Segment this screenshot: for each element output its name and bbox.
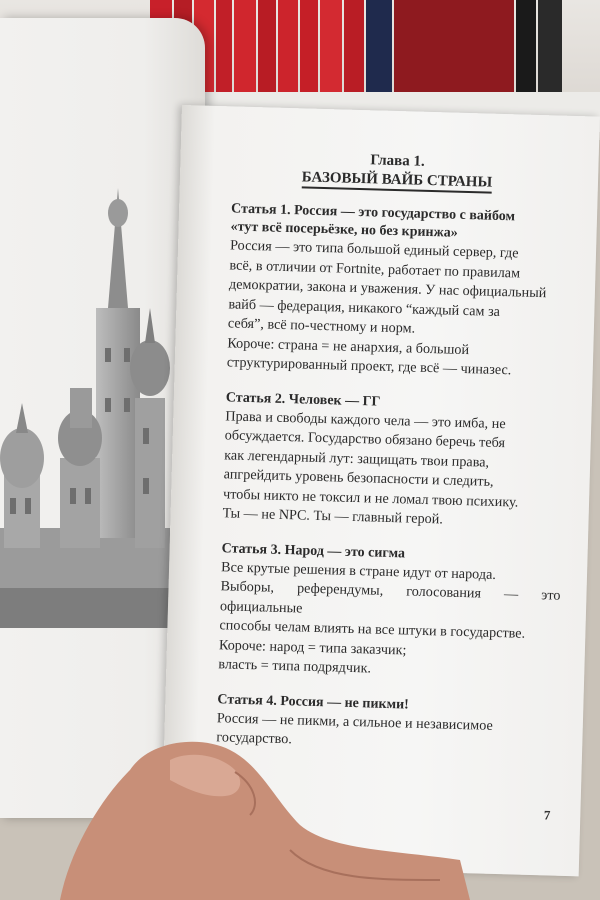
body-line: демократии, закона и уважения. У нас официальный: [228, 276, 547, 302]
book-spines: [150, 0, 600, 95]
body-line: способы челам влиять на все штуки в государстве.: [219, 617, 526, 642]
chapter-number: Глава 1.: [370, 152, 425, 170]
book-spine: [516, 0, 536, 95]
body-line: как легендарный лут: защищать твои права,: [224, 446, 490, 471]
book-spine: [300, 0, 318, 95]
body-line: вайб — федерация, никакого “каждый сам за: [228, 295, 501, 320]
book-spine: [366, 0, 392, 95]
body-line: апгрейдить уровень безопасности и следить,: [223, 466, 494, 490]
article-3: [218, 540, 562, 684]
body-line: Права и свободы каждого чела — это имба, не: [225, 407, 506, 432]
body-line: Короче: народ = типа заказчик;: [218, 636, 407, 658]
page-content: [216, 148, 573, 757]
body-line: Россия — не пикми, а сильное и независимое: [216, 709, 494, 734]
book-spine: [344, 0, 364, 95]
body-line: Все крутые решения в стране идут от народа.: [220, 558, 497, 583]
body-line: Ты — не NPC. Ты — главный герой.: [222, 505, 444, 528]
article-title-line: Статья 2. Человек — ГГ: [225, 389, 381, 410]
body-line: обсуждается. Государство обязано беречь тебя: [224, 427, 506, 452]
body-line: Выборы, референдумы, голосования — это официальные: [219, 578, 561, 617]
article-title-line: Статья 4. Россия — не пикми!: [217, 691, 410, 713]
article-title-line: Статья 1. Россия — это государство с вайбом: [230, 201, 516, 225]
book-spine: [258, 0, 276, 95]
book-spine: [234, 0, 256, 95]
body-line: власть = типа подрядчик.: [218, 656, 372, 677]
article-1: [227, 200, 572, 382]
chapter-title-text: БАЗОВЫЙ ВАЙБ СТРАНЫ: [301, 169, 492, 193]
article-body: [222, 407, 565, 533]
book-spine: [394, 0, 514, 95]
body-line: Россия — это типа большой единый сервер, где: [229, 237, 519, 262]
body-line: Короче: страна = не анархия, а большой: [227, 334, 470, 358]
body-line: чтобы никто не токсил и не ломал твою психику.: [222, 485, 519, 511]
body-line: всё, в отличии от Fortnite, работает по правилам: [229, 256, 521, 282]
article-title-line: «тут всё посерьёзке, но без кринжа»: [230, 219, 458, 241]
hand-holding-book: [60, 730, 480, 900]
body-line: себя”, всё по-честному и норм.: [227, 315, 416, 337]
article-2: [222, 389, 566, 533]
body-line: государство.: [216, 729, 293, 748]
book-spine: [278, 0, 298, 95]
book-spine: [538, 0, 562, 95]
article-body: [218, 558, 561, 684]
article-title-line: Статья 3. Народ — это сигма: [221, 540, 406, 561]
book-spine: [216, 0, 232, 95]
book-spine: [320, 0, 342, 95]
body-line: структурированный проект, где всё — чиназес.: [226, 354, 512, 379]
page-number: 7: [543, 807, 551, 823]
article-body: [227, 236, 571, 382]
